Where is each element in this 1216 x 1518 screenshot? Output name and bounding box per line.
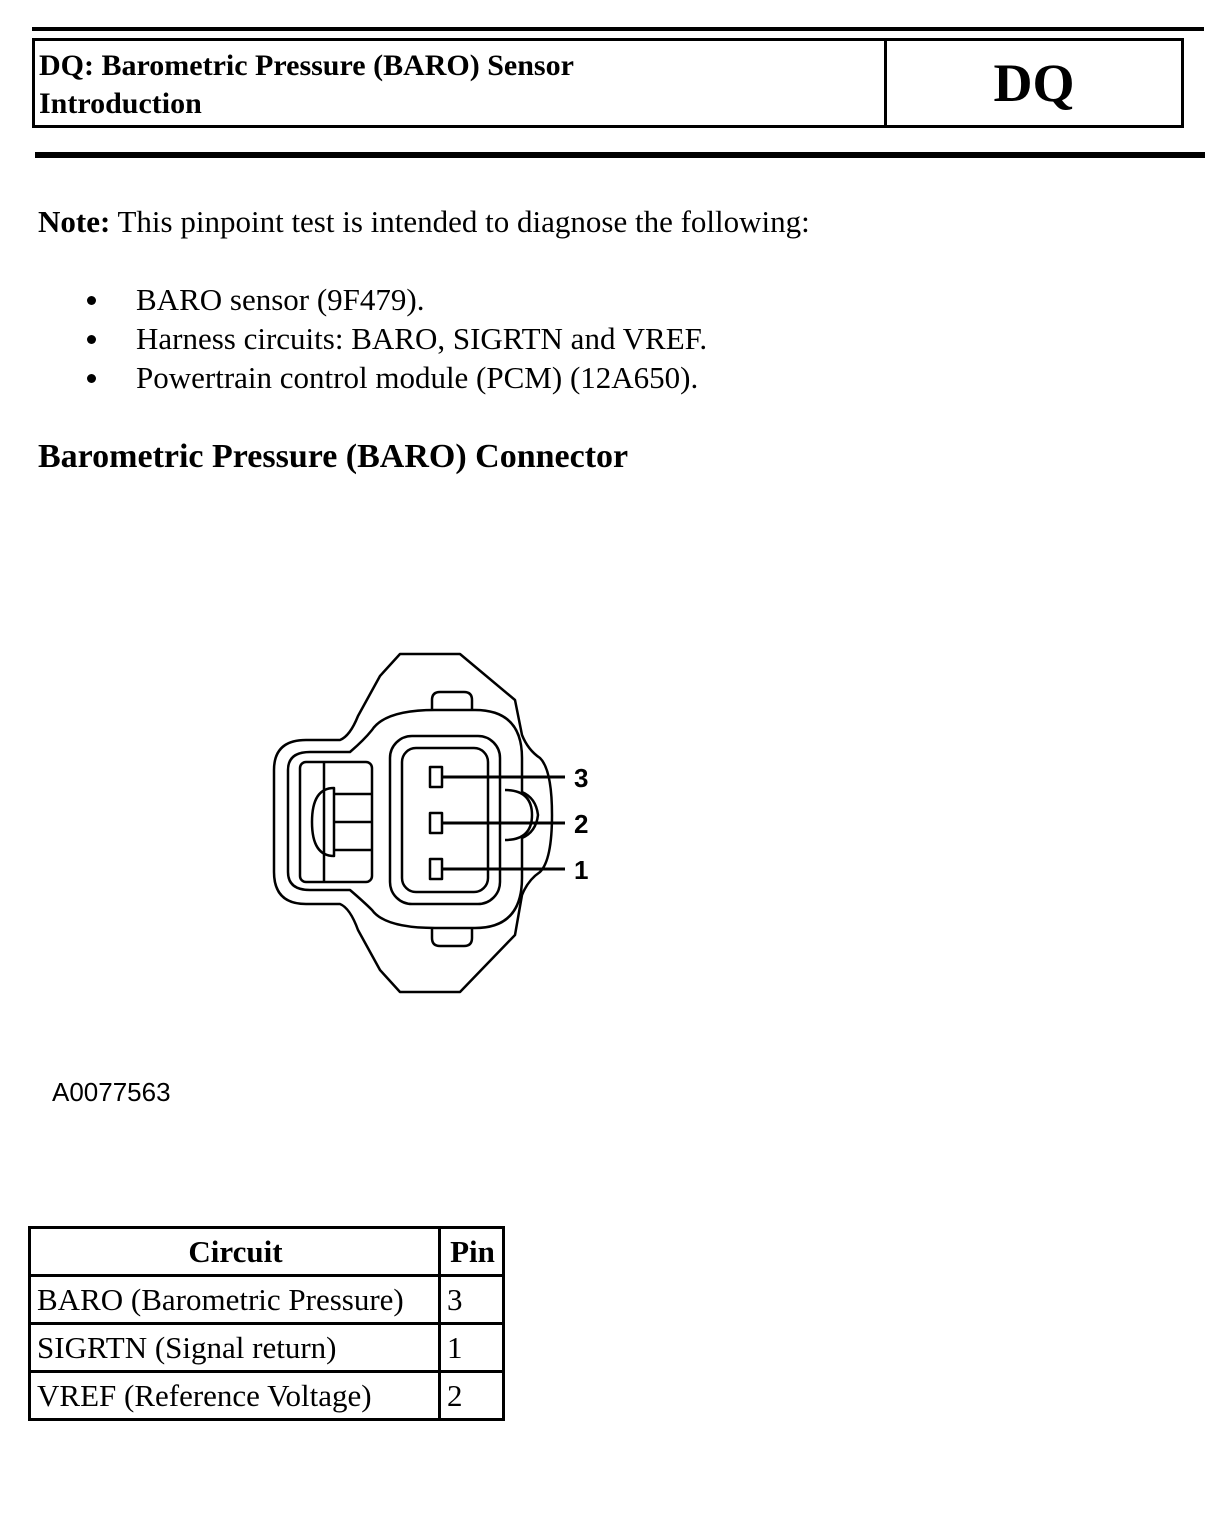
pin-cell: 3 (440, 1276, 504, 1324)
table-row (30, 1324, 504, 1372)
pin-terminal-2 (430, 813, 442, 833)
pin-label-2: 2 (574, 809, 589, 839)
top-key (432, 692, 472, 710)
section-title: Barometric Pressure (BARO) Connector (38, 438, 629, 475)
note-paragraph (38, 202, 810, 242)
header-bottom-rule (35, 152, 1205, 158)
pin-cell: 2 (440, 1372, 504, 1420)
table-header-row (30, 1228, 504, 1276)
circuit-cell: SIGRTN (Signal return) (30, 1324, 440, 1372)
list-item: Powertrain control module (PCM) (12A650). (80, 358, 707, 397)
list-item: BARO sensor (9F479). (80, 280, 707, 319)
pin-cavity-outer (390, 736, 500, 904)
header-code: DQ (993, 53, 1075, 113)
column-header-circuit: Circuit (30, 1228, 440, 1276)
top-rule (32, 27, 1204, 31)
pin-terminal-1 (430, 859, 442, 879)
table-row (30, 1276, 504, 1324)
pin-table (28, 1226, 505, 1421)
pin-terminal-3 (430, 767, 442, 787)
circuit-cell: VREF (Reference Voltage) (30, 1372, 440, 1420)
circuit-cell: BARO (Barometric Pressure) (30, 1276, 440, 1324)
header-title (35, 41, 887, 125)
column-header-pin: Pin (440, 1228, 504, 1276)
table-row (30, 1372, 504, 1420)
header-title-line1: DQ: Barometric Pressure (BARO) Sensor (39, 49, 574, 82)
pin-cell: 1 (440, 1324, 504, 1372)
pin-label-3: 3 (574, 763, 589, 793)
header-title-line2: Introduction (39, 87, 202, 120)
bullet-icon (87, 335, 96, 344)
figure-id: A0077563 (52, 1077, 171, 1107)
header-box (32, 38, 1184, 128)
list-item: Harness circuits: BARO, SIGRTN and VREF. (80, 319, 707, 358)
note-text: This pinpoint test is intended to diagnose the following: (110, 204, 810, 239)
note-label: Note: (38, 204, 111, 239)
right-latch (505, 790, 532, 840)
bullet-icon (87, 296, 96, 305)
pin-label-1: 1 (574, 855, 589, 885)
bullet-icon (87, 374, 96, 383)
connector-diagram (260, 640, 610, 1005)
bottom-key (432, 928, 472, 946)
diagnosis-list (80, 280, 707, 397)
